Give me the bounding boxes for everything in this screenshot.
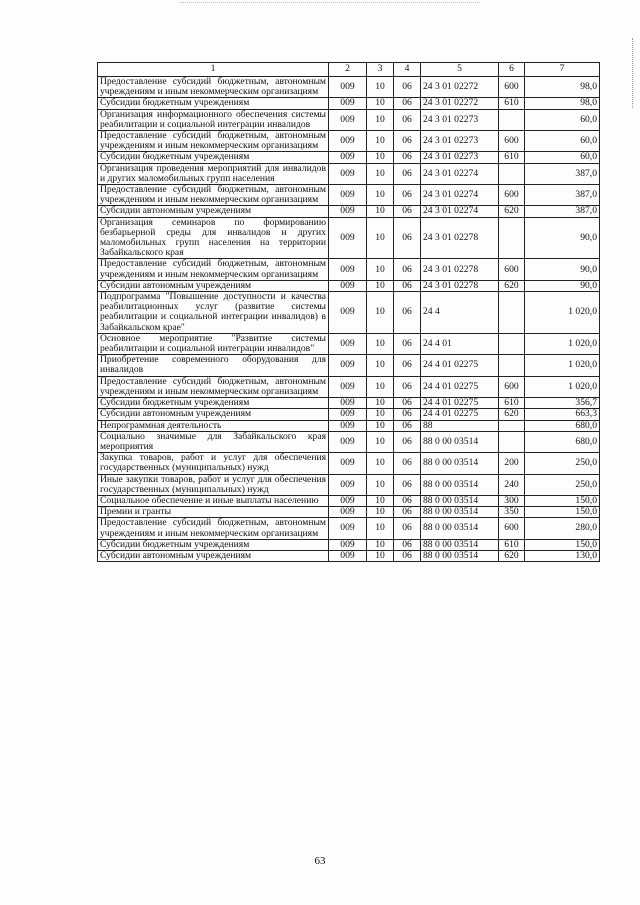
row-subsection: 06 bbox=[394, 259, 421, 280]
row-amount: 98,0 bbox=[525, 98, 600, 109]
row-expense-type: 600 bbox=[499, 518, 525, 539]
row-name: Иные закупки товаров, работ и услуг для обеспечения государственных (муниципальных) нужд bbox=[98, 474, 329, 495]
row-name: Субсидии бюджетным учреждениям bbox=[98, 398, 329, 409]
table-row bbox=[98, 539, 600, 550]
row-name: Социальное обеспечение и иные выплаты населению bbox=[98, 495, 329, 506]
row-expense-type bbox=[499, 355, 525, 376]
table-row bbox=[98, 355, 600, 376]
row-name: Субсидии бюджетным учреждениям bbox=[98, 152, 329, 163]
row-expense-type: 600 bbox=[499, 131, 525, 152]
row-subsection: 06 bbox=[394, 420, 421, 431]
row-admin-code: 009 bbox=[329, 217, 367, 259]
row-subsection: 06 bbox=[394, 98, 421, 109]
table-body bbox=[98, 77, 600, 562]
row-amount: 60,0 bbox=[525, 152, 600, 163]
row-amount: 1 020,0 bbox=[525, 376, 600, 397]
row-target-article: 24 3 01 02278 bbox=[421, 217, 499, 259]
row-target-article: 88 0 00 03514 bbox=[421, 474, 499, 495]
row-section: 10 bbox=[367, 431, 394, 452]
row-section: 10 bbox=[367, 77, 394, 98]
row-amount: 90,0 bbox=[525, 259, 600, 280]
row-admin-code: 009 bbox=[329, 376, 367, 397]
row-name: Предоставление субсидий бюджетным, автономным учреждениям и иным некоммерческим организациям bbox=[98, 518, 329, 539]
row-amount: 356,7 bbox=[525, 398, 600, 409]
row-section: 10 bbox=[367, 206, 394, 217]
row-subsection: 06 bbox=[394, 333, 421, 354]
row-amount: 250,0 bbox=[525, 474, 600, 495]
row-name: Организация информационного обеспечения системы реабилитации и социальной интеграции инвалидов bbox=[98, 109, 329, 130]
row-expense-type: 600 bbox=[499, 259, 525, 280]
row-admin-code: 009 bbox=[329, 185, 367, 206]
row-subsection: 06 bbox=[394, 495, 421, 506]
row-target-article: 88 0 00 03514 bbox=[421, 550, 499, 561]
row-admin-code: 009 bbox=[329, 355, 367, 376]
row-expense-type: 200 bbox=[499, 453, 525, 474]
row-section: 10 bbox=[367, 376, 394, 397]
table-row bbox=[98, 495, 600, 506]
row-subsection: 06 bbox=[394, 280, 421, 291]
row-section: 10 bbox=[367, 507, 394, 518]
row-name: Подпрограмма "Повышение доступности и качества реабилитационных услуг (развитие системы реабилитации и социальной интеграции инвалидов) в Забайкальском крае" bbox=[98, 292, 329, 334]
row-subsection: 06 bbox=[394, 355, 421, 376]
header-col-4: 4 bbox=[394, 63, 421, 77]
row-section: 10 bbox=[367, 398, 394, 409]
table-row bbox=[98, 217, 600, 259]
row-subsection: 06 bbox=[394, 474, 421, 495]
row-amount: 1 020,0 bbox=[525, 292, 600, 334]
row-section: 10 bbox=[367, 474, 394, 495]
row-admin-code: 009 bbox=[329, 507, 367, 518]
row-admin-code: 009 bbox=[329, 98, 367, 109]
row-section: 10 bbox=[367, 453, 394, 474]
row-admin-code: 009 bbox=[329, 420, 367, 431]
row-expense-type: 610 bbox=[499, 398, 525, 409]
table-row bbox=[98, 131, 600, 152]
table-row bbox=[98, 206, 600, 217]
row-target-article: 24 3 01 02272 bbox=[421, 77, 499, 98]
row-target-article: 24 3 01 02273 bbox=[421, 152, 499, 163]
table-row bbox=[98, 292, 600, 334]
row-subsection: 06 bbox=[394, 518, 421, 539]
row-amount: 387,0 bbox=[525, 185, 600, 206]
row-section: 10 bbox=[367, 292, 394, 334]
row-amount: 680,0 bbox=[525, 431, 600, 452]
row-name: Предоставление субсидий бюджетным, автономным учреждениям и иным некоммерческим организациям bbox=[98, 259, 329, 280]
table-row bbox=[98, 398, 600, 409]
row-expense-type: 610 bbox=[499, 539, 525, 550]
row-section: 10 bbox=[367, 539, 394, 550]
row-target-article: 88 0 00 03514 bbox=[421, 507, 499, 518]
row-subsection: 06 bbox=[394, 409, 421, 420]
row-amount: 98,0 bbox=[525, 77, 600, 98]
row-section: 10 bbox=[367, 420, 394, 431]
row-admin-code: 009 bbox=[329, 453, 367, 474]
row-amount: 150,0 bbox=[525, 507, 600, 518]
row-section: 10 bbox=[367, 259, 394, 280]
header-col-5: 5 bbox=[421, 63, 499, 77]
row-expense-type: 620 bbox=[499, 280, 525, 291]
row-name: Предоставление субсидий бюджетным, автономным учреждениям и иным некоммерческим организациям bbox=[98, 185, 329, 206]
row-admin-code: 009 bbox=[329, 109, 367, 130]
row-admin-code: 009 bbox=[329, 431, 367, 452]
row-admin-code: 009 bbox=[329, 398, 367, 409]
row-name: Организация проведения мероприятий для инвалидов и других маломобильных групп населения bbox=[98, 163, 329, 184]
row-name: Субсидии автономным учреждениям bbox=[98, 206, 329, 217]
row-name: Предоставление субсидий бюджетным, автономным учреждениям и иным некоммерческим организациям bbox=[98, 131, 329, 152]
row-admin-code: 009 bbox=[329, 131, 367, 152]
row-section: 10 bbox=[367, 217, 394, 259]
row-section: 10 bbox=[367, 518, 394, 539]
row-subsection: 06 bbox=[394, 431, 421, 452]
header-col-1: 1 bbox=[98, 63, 329, 77]
row-amount: 1 020,0 bbox=[525, 355, 600, 376]
row-admin-code: 009 bbox=[329, 152, 367, 163]
row-name: Предоставление субсидий бюджетным, автономным учреждениям и иным некоммерческим организациям bbox=[98, 376, 329, 397]
header-col-7: 7 bbox=[525, 63, 600, 77]
page-number: 63 bbox=[314, 855, 326, 867]
row-subsection: 06 bbox=[394, 185, 421, 206]
row-amount: 663,3 bbox=[525, 409, 600, 420]
table-row bbox=[98, 280, 600, 291]
row-target-article: 24 3 01 02278 bbox=[421, 259, 499, 280]
row-admin-code: 009 bbox=[329, 259, 367, 280]
row-subsection: 06 bbox=[394, 131, 421, 152]
row-amount: 90,0 bbox=[525, 280, 600, 291]
row-admin-code: 009 bbox=[329, 495, 367, 506]
row-amount: 280,0 bbox=[525, 518, 600, 539]
row-target-article: 88 0 00 03514 bbox=[421, 495, 499, 506]
row-section: 10 bbox=[367, 495, 394, 506]
table-row bbox=[98, 333, 600, 354]
row-expense-type bbox=[499, 431, 525, 452]
table-row bbox=[98, 474, 600, 495]
row-amount: 60,0 bbox=[525, 109, 600, 130]
table-row bbox=[98, 550, 600, 561]
budget-table bbox=[97, 62, 600, 562]
row-expense-type: 300 bbox=[499, 495, 525, 506]
table-row bbox=[98, 98, 600, 109]
row-expense-type: 600 bbox=[499, 376, 525, 397]
row-target-article: 88 0 00 03514 bbox=[421, 453, 499, 474]
row-amount: 150,0 bbox=[525, 539, 600, 550]
row-section: 10 bbox=[367, 109, 394, 130]
table-header-row bbox=[98, 63, 600, 77]
row-name: Приобретение современного оборудования для инвалидов bbox=[98, 355, 329, 376]
row-name: Субсидии автономным учреждениям bbox=[98, 550, 329, 561]
row-section: 10 bbox=[367, 185, 394, 206]
table-row bbox=[98, 453, 600, 474]
row-target-article: 24 4 bbox=[421, 292, 499, 334]
row-subsection: 06 bbox=[394, 550, 421, 561]
row-admin-code: 009 bbox=[329, 280, 367, 291]
row-name: Непрограммная деятельность bbox=[98, 420, 329, 431]
row-subsection: 06 bbox=[394, 206, 421, 217]
scan-edge-line bbox=[180, 2, 480, 3]
row-name: Субсидии автономным учреждениям bbox=[98, 409, 329, 420]
row-admin-code: 009 bbox=[329, 163, 367, 184]
row-subsection: 06 bbox=[394, 77, 421, 98]
table-row bbox=[98, 376, 600, 397]
row-subsection: 06 bbox=[394, 109, 421, 130]
row-target-article: 24 3 01 02278 bbox=[421, 280, 499, 291]
row-expense-type: 620 bbox=[499, 409, 525, 420]
row-expense-type: 600 bbox=[499, 185, 525, 206]
table-row bbox=[98, 163, 600, 184]
row-name: Субсидии автономным учреждениям bbox=[98, 280, 329, 291]
row-section: 10 bbox=[367, 131, 394, 152]
row-expense-type: 240 bbox=[499, 474, 525, 495]
row-target-article: 24 4 01 02275 bbox=[421, 376, 499, 397]
row-target-article: 88 0 00 03514 bbox=[421, 518, 499, 539]
row-amount: 387,0 bbox=[525, 206, 600, 217]
row-subsection: 06 bbox=[394, 152, 421, 163]
table-row bbox=[98, 109, 600, 130]
table-row bbox=[98, 507, 600, 518]
row-admin-code: 009 bbox=[329, 292, 367, 334]
row-subsection: 06 bbox=[394, 376, 421, 397]
row-admin-code: 009 bbox=[329, 474, 367, 495]
row-target-article: 24 3 01 02273 bbox=[421, 109, 499, 130]
table-row bbox=[98, 431, 600, 452]
row-target-article: 24 3 01 02272 bbox=[421, 98, 499, 109]
row-amount: 250,0 bbox=[525, 453, 600, 474]
row-target-article: 88 bbox=[421, 420, 499, 431]
row-amount: 387,0 bbox=[525, 163, 600, 184]
table-row bbox=[98, 152, 600, 163]
scan-edge-mark bbox=[632, 38, 636, 108]
row-section: 10 bbox=[367, 163, 394, 184]
row-section: 10 bbox=[367, 550, 394, 561]
header-col-3: 3 bbox=[367, 63, 394, 77]
row-target-article: 24 4 01 bbox=[421, 333, 499, 354]
row-target-article: 24 3 01 02274 bbox=[421, 163, 499, 184]
row-target-article: 24 4 01 02275 bbox=[421, 398, 499, 409]
row-expense-type: 600 bbox=[499, 77, 525, 98]
row-admin-code: 009 bbox=[329, 409, 367, 420]
row-amount: 60,0 bbox=[525, 131, 600, 152]
row-name: Премии и гранты bbox=[98, 507, 329, 518]
table-row bbox=[98, 185, 600, 206]
row-name: Субсидии бюджетным учреждениям bbox=[98, 98, 329, 109]
row-expense-type bbox=[499, 163, 525, 184]
row-amount: 130,0 bbox=[525, 550, 600, 561]
row-section: 10 bbox=[367, 152, 394, 163]
row-subsection: 06 bbox=[394, 507, 421, 518]
header-col-2: 2 bbox=[329, 63, 367, 77]
row-expense-type: 620 bbox=[499, 206, 525, 217]
row-name: Социально значимые для Забайкальского края мероприятия bbox=[98, 431, 329, 452]
row-section: 10 bbox=[367, 355, 394, 376]
header-col-6: 6 bbox=[499, 63, 525, 77]
row-subsection: 06 bbox=[394, 398, 421, 409]
row-amount: 1 020,0 bbox=[525, 333, 600, 354]
row-name: Субсидии бюджетным учреждениям bbox=[98, 539, 329, 550]
row-amount: 680,0 bbox=[525, 420, 600, 431]
row-expense-type bbox=[499, 292, 525, 334]
row-admin-code: 009 bbox=[329, 77, 367, 98]
row-target-article: 24 4 01 02275 bbox=[421, 409, 499, 420]
row-expense-type bbox=[499, 333, 525, 354]
row-target-article: 24 4 01 02275 bbox=[421, 355, 499, 376]
row-amount: 90,0 bbox=[525, 217, 600, 259]
row-target-article: 88 0 00 03514 bbox=[421, 431, 499, 452]
table-row bbox=[98, 409, 600, 420]
table-row bbox=[98, 420, 600, 431]
row-admin-code: 009 bbox=[329, 206, 367, 217]
row-admin-code: 009 bbox=[329, 333, 367, 354]
row-target-article: 24 3 01 02274 bbox=[421, 185, 499, 206]
row-subsection: 06 bbox=[394, 539, 421, 550]
row-target-article: 24 3 01 02273 bbox=[421, 131, 499, 152]
row-section: 10 bbox=[367, 280, 394, 291]
row-expense-type bbox=[499, 217, 525, 259]
row-subsection: 06 bbox=[394, 453, 421, 474]
row-target-article: 88 0 00 03514 bbox=[421, 539, 499, 550]
row-admin-code: 009 bbox=[329, 550, 367, 561]
table-row bbox=[98, 259, 600, 280]
row-expense-type bbox=[499, 420, 525, 431]
row-target-article: 24 3 01 02274 bbox=[421, 206, 499, 217]
table-row bbox=[98, 518, 600, 539]
row-section: 10 bbox=[367, 409, 394, 420]
row-expense-type: 610 bbox=[499, 152, 525, 163]
row-expense-type bbox=[499, 109, 525, 130]
table-row bbox=[98, 77, 600, 98]
row-expense-type: 610 bbox=[499, 98, 525, 109]
row-expense-type: 620 bbox=[499, 550, 525, 561]
row-subsection: 06 bbox=[394, 163, 421, 184]
row-name: Закупка товаров, работ и услуг для обеспечения государственных (муниципальных) нужд bbox=[98, 453, 329, 474]
row-section: 10 bbox=[367, 333, 394, 354]
row-section: 10 bbox=[367, 98, 394, 109]
row-subsection: 06 bbox=[394, 217, 421, 259]
row-admin-code: 009 bbox=[329, 518, 367, 539]
row-name: Основное мероприятие "Развитие системы реабилитации и социальной интеграции инвалидов" bbox=[98, 333, 329, 354]
row-admin-code: 009 bbox=[329, 539, 367, 550]
row-subsection: 06 bbox=[394, 292, 421, 334]
row-name: Организация семинаров по формированию безбарьерной среды для инвалидов и других маломобильных групп населения на территории Забайкальского края bbox=[98, 217, 329, 259]
row-expense-type: 350 bbox=[499, 507, 525, 518]
row-name: Предоставление субсидий бюджетным, автономным учреждениям и иным некоммерческим организациям bbox=[98, 77, 329, 98]
row-amount: 150,0 bbox=[525, 495, 600, 506]
